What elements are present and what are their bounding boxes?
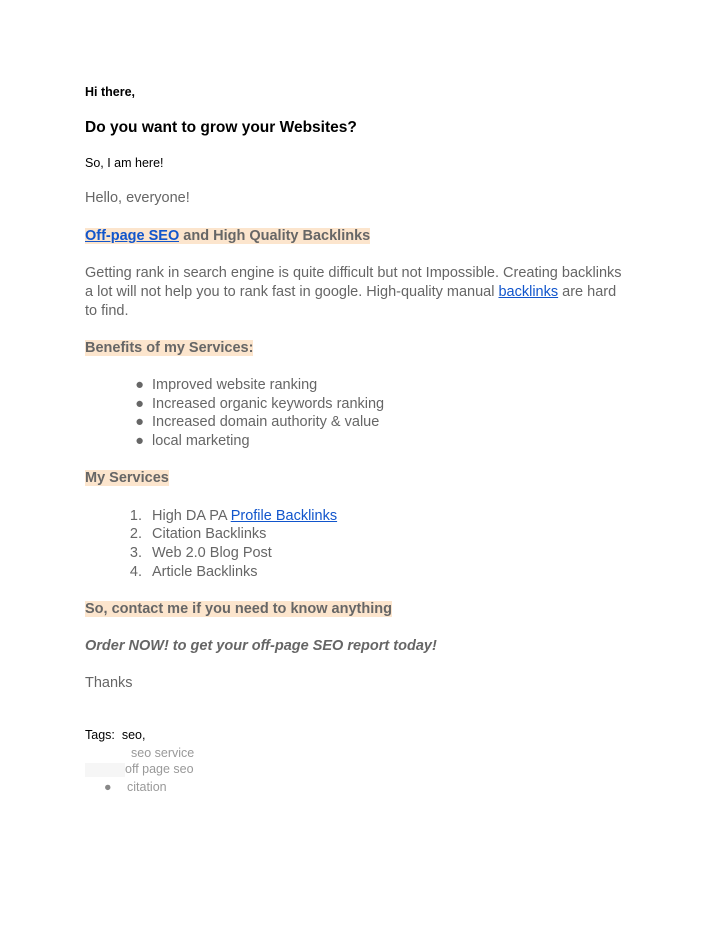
benefits-heading-text: Benefits of my Services: (85, 340, 254, 356)
intro-text: So, I am here! (85, 156, 164, 170)
tags-label: Tags: (85, 728, 115, 742)
offpage-seo-link[interactable]: Off-page SEO (85, 228, 180, 244)
list-number: 3. (129, 545, 142, 561)
faded-placeholder (85, 763, 125, 777)
bullet-marker: ● (104, 780, 112, 794)
benefits-heading (85, 340, 253, 356)
profile-backlinks-link[interactable]: Profile Backlinks (230, 508, 338, 524)
list-item: Increased domain authority & value (152, 414, 380, 430)
list-item: Web 2.0 Blog Post (152, 545, 272, 561)
services-heading (85, 470, 169, 486)
list-item: Increased organic keywords ranking (152, 396, 385, 412)
list-item (152, 508, 337, 524)
section-heading-offpage (85, 228, 370, 244)
bullet-marker: ● (135, 396, 144, 412)
list-item: Improved website ranking (152, 377, 318, 393)
tags-line (85, 728, 145, 742)
list-number: 1. (129, 508, 142, 524)
thanks-text: Thanks (85, 675, 133, 691)
bullet-marker: ● (135, 377, 144, 393)
contact-heading (85, 601, 392, 617)
list-number: 4. (129, 564, 142, 580)
contact-heading-text: So, contact me if you need to know anything (85, 601, 392, 617)
bullet-marker: ● (135, 433, 144, 449)
list-item: Article Backlinks (152, 564, 258, 580)
paragraph-text-before: Getting rank in search engine is quite difficult but not Impossible. Creating backlinks a lot will not help you to rank fast in google. High-quality manual (85, 265, 622, 300)
paragraph-text-after: are hard to find. (85, 284, 617, 319)
order-callout: Order NOW! to get your off-page SEO report today! (85, 638, 437, 654)
greeting: Hi there, (85, 85, 136, 99)
headline: Do you want to grow your Websites? (85, 119, 357, 136)
list-number: 2. (129, 526, 142, 542)
list-item: local marketing (152, 433, 250, 449)
tag-item: seo, (121, 728, 146, 742)
services-heading-text: My Services (85, 470, 169, 486)
intro-paragraph (85, 264, 630, 321)
tag-item: seo service (131, 746, 195, 760)
backlinks-link[interactable]: backlinks (498, 284, 559, 300)
hello-text: Hello, everyone! (85, 190, 190, 206)
tag-item: off page seo (125, 762, 194, 776)
list-item: Citation Backlinks (152, 526, 267, 542)
bullet-marker: ● (135, 414, 144, 430)
section-heading-rest: and High Quality Backlinks (179, 228, 371, 244)
tag-item: citation (127, 780, 167, 794)
list-item-text: High DA PA (152, 508, 231, 524)
